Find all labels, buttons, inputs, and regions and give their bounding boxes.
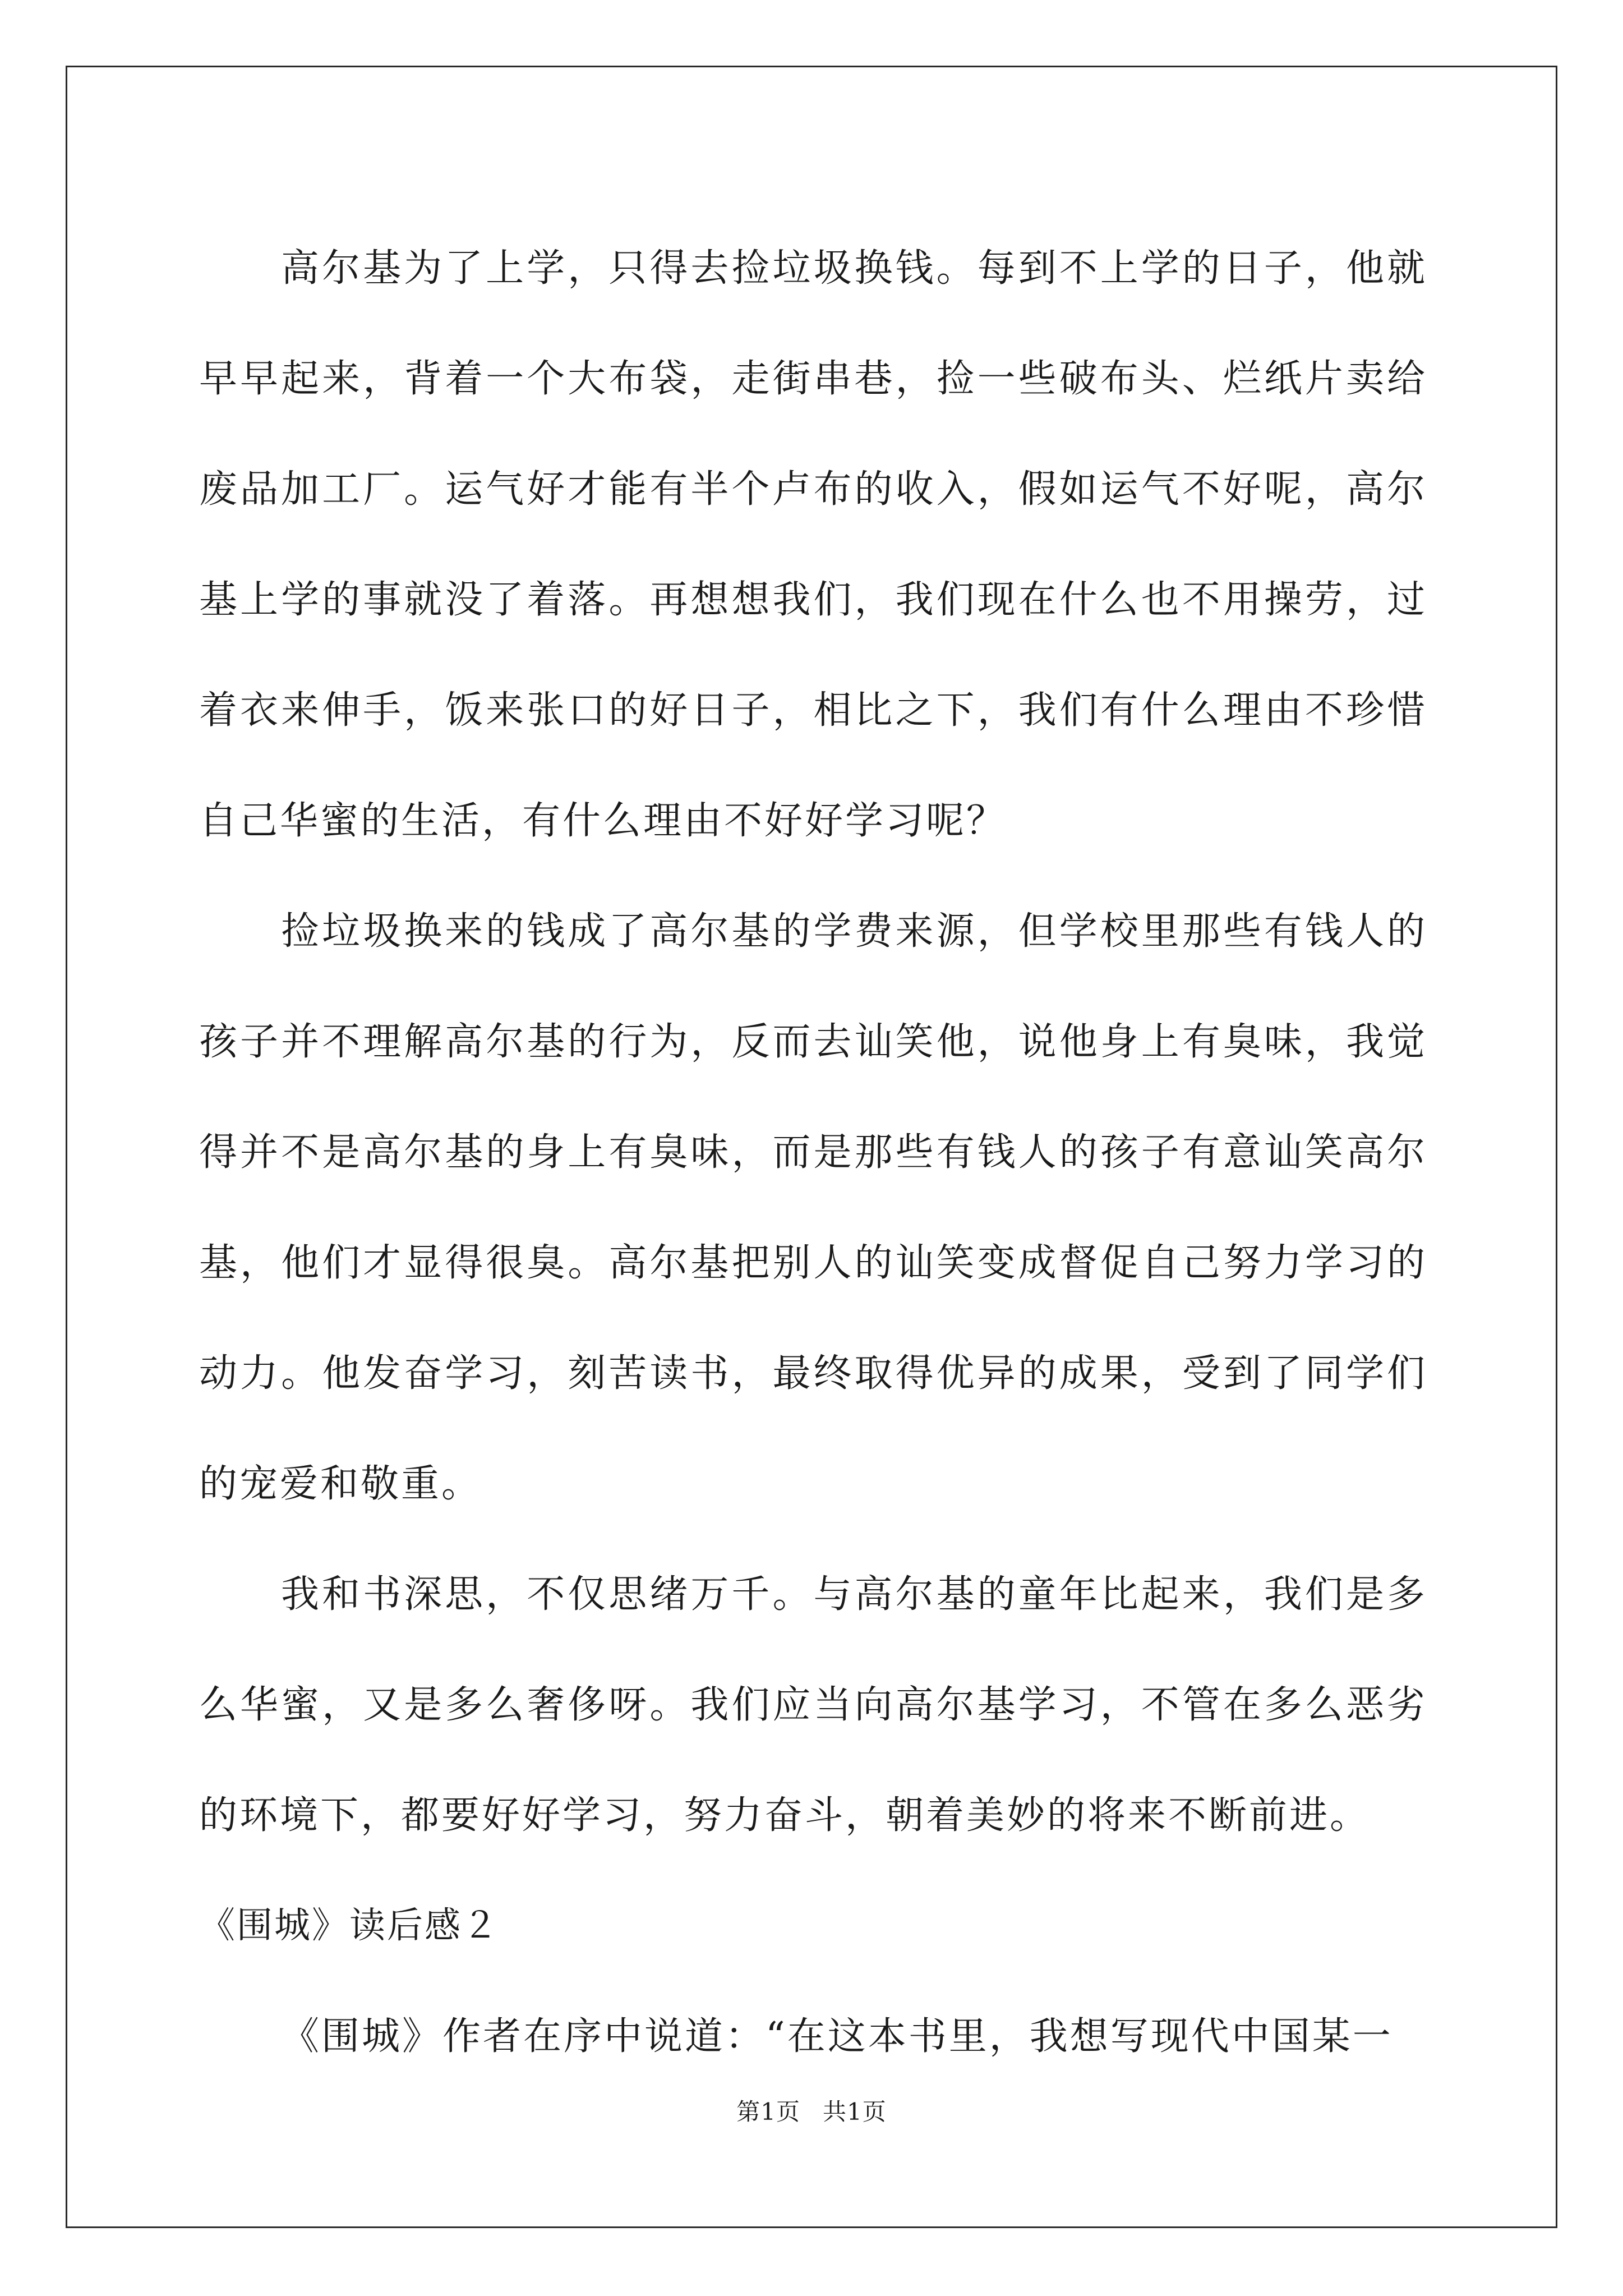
- paragraph-2: 捡垃圾换来的钱成了高尔基的学费来源，但学校里那些有钱人的孩子并不理解高尔基的行为，反而去讪笑他，说他身上有臭味，我觉得并不是高尔基的身上有臭味，而是那些有钱人的孩子有意讪笑高尔基，他们才显得很臭。高尔基把别人的讪笑变成督促自己努力学习的动力。他发奋学习，刻苦读书，最终取得优异的成果，受到了同学们的宠爱和敬重。: [199, 909, 1427, 1506]
- page-footer: [0, 2095, 1623, 2129]
- document-body: [199, 213, 1427, 2092]
- page-total: 共1页: [823, 2098, 887, 2125]
- section-paragraph: 《围城》作者在序中说道：“在这本书里，我想写现代中国某一: [281, 2014, 1393, 2059]
- paragraph-3: 我和书深思，不仅思绪万千。与高尔基的童年比起来，我们是多么华蜜，又是多么奢侈呀。我们应当向高尔基学习，不管在多么恶劣的环境下，都要好好学习，努力奋斗，朝着美妙的将来不断前进。: [199, 1572, 1427, 1838]
- section-heading: 《围城》读后感２: [199, 1905, 500, 1947]
- page-number: 第1页: [736, 2098, 800, 2125]
- paragraph-1: 高尔基为了上学，只得去捡垃圾换钱。每到不上学的日子，他就早早起来，背着一个大布袋，走街串巷，捡一些破布头、烂纸片卖给废品加工厂。运气好才能有半个卢布的收入，假如运气不好呢，高尔基上学的事就没了着落。再想想我们，我们现在什么也不用操劳，过着衣来伸手，饭来张口的好日子，相比之下，我们有什么理由不珍惜自己华蜜的生活，有什么理由不好好学习呢？: [199, 246, 1427, 843]
